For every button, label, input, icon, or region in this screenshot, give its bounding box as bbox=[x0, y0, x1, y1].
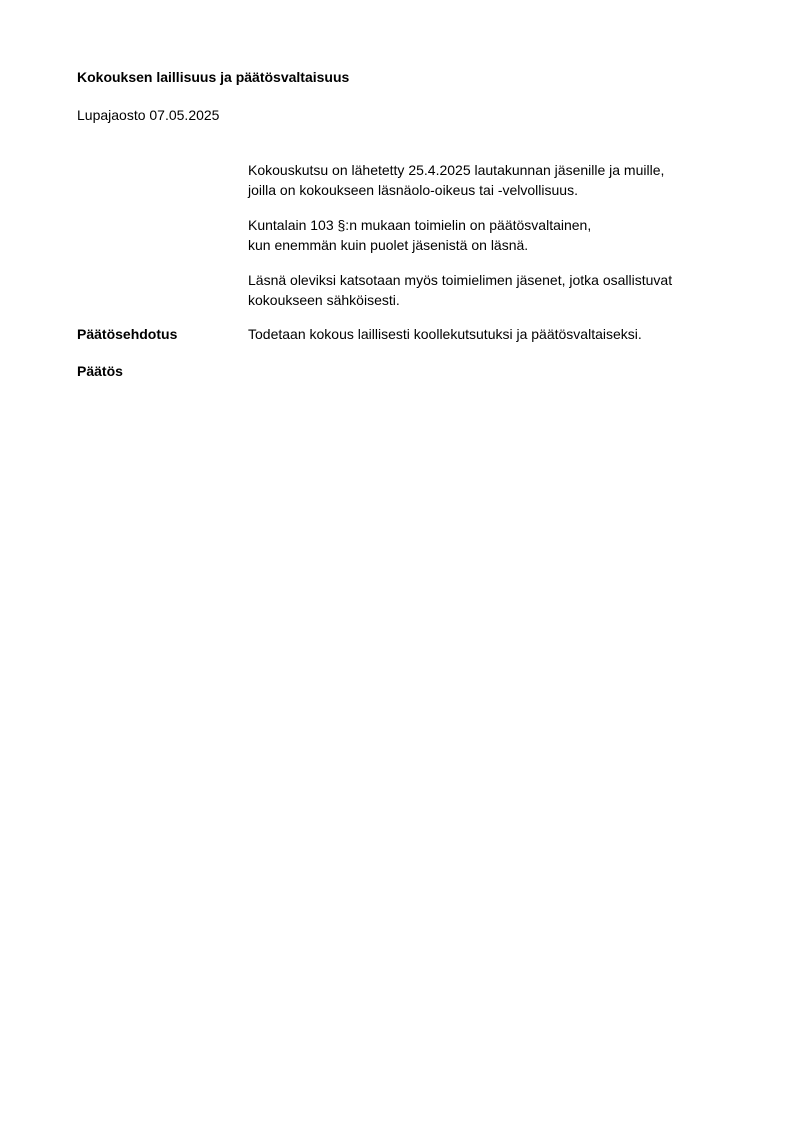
paragraph-line: Kokouskutsu on lähetetty 25.4.2025 lautakunnan jäsenille ja muille, bbox=[248, 162, 665, 178]
paragraph-line: joilla on kokoukseen läsnäolo-oikeus tai -velvollisuus. bbox=[248, 182, 578, 198]
paragraph-line: kokoukseen sähköisesti. bbox=[248, 292, 400, 308]
paragraph-line: Kuntalain 103 §:n mukaan toimielin on päätösvaltainen, bbox=[248, 217, 592, 233]
paragraph-meeting-invitation bbox=[248, 160, 748, 200]
document-title: Kokouksen laillisuus ja päätösvaltaisuus bbox=[77, 69, 350, 85]
paragraph-quorum-rule bbox=[248, 215, 748, 255]
meeting-name-date: Lupajaosto 07.05.2025 bbox=[77, 107, 220, 123]
proposal-text: Todetaan kokous laillisesti koollekutsutuksi ja päätösvaltaiseksi. bbox=[248, 326, 642, 342]
paragraph-line: Läsnä oleviksi katsotaan myös toimielimen jäsenet, jotka osallistuvat bbox=[248, 272, 673, 288]
decision-label: Päätös bbox=[77, 363, 123, 379]
proposal-label: Päätösehdotus bbox=[77, 326, 178, 342]
paragraph-remote-attendance bbox=[248, 270, 748, 310]
paragraph-line: kun enemmän kuin puolet jäsenistä on läsnä. bbox=[248, 237, 529, 253]
